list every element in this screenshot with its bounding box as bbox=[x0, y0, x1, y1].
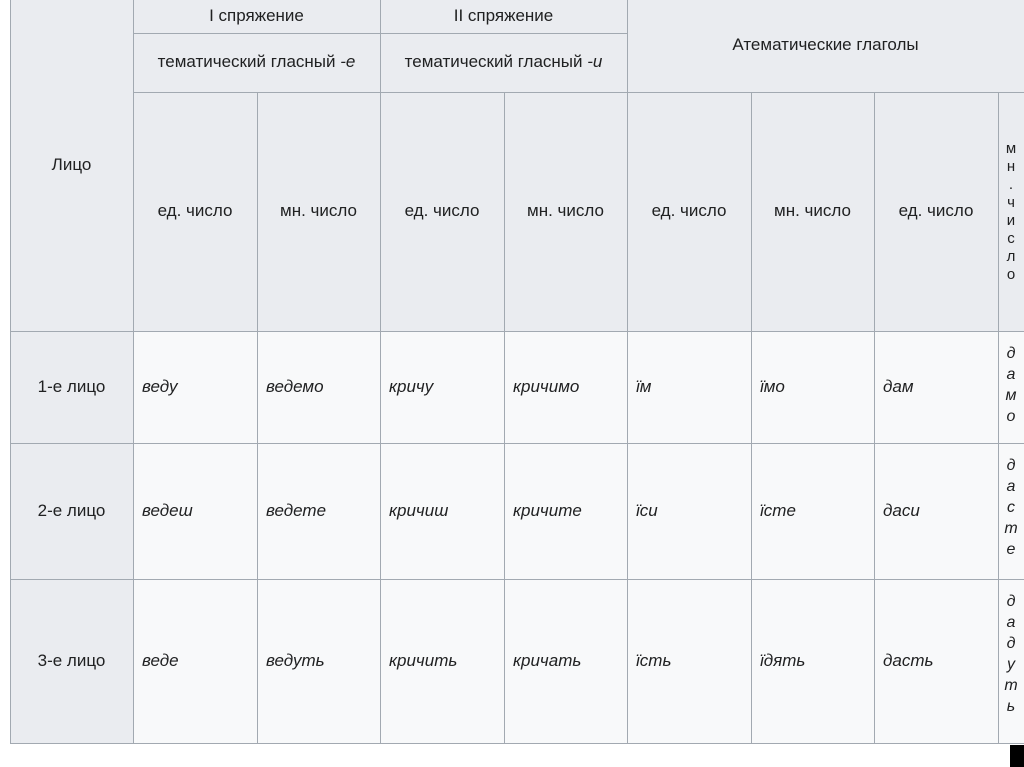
slide-edge-marker bbox=[1010, 745, 1024, 767]
vertical-letter: с bbox=[1007, 499, 1015, 516]
header-sg-1-text: ед. число bbox=[157, 201, 233, 221]
verb-form: їсть bbox=[636, 650, 672, 670]
verb-form: ведуть bbox=[266, 650, 325, 670]
grid-line bbox=[257, 92, 258, 743]
vertical-letter: с bbox=[1007, 229, 1015, 247]
verb-form-cell bbox=[504, 579, 627, 743]
row-person-text: 1-е лицо bbox=[37, 376, 106, 396]
header-person-text: Лицо bbox=[51, 155, 92, 175]
header-conj2-text: II спряжение bbox=[453, 6, 554, 25]
verb-form-cell bbox=[380, 579, 504, 743]
vertical-letter: а bbox=[1006, 614, 1016, 631]
grid-line bbox=[133, 0, 134, 743]
vertical-letter: т bbox=[1004, 520, 1018, 537]
verb-form: їси bbox=[636, 500, 658, 520]
grid-line bbox=[10, 579, 1024, 580]
verb-form-cell bbox=[257, 579, 380, 743]
verb-form-cell bbox=[874, 331, 998, 443]
verb-form: кричите bbox=[513, 500, 582, 520]
verb-form: кричимо bbox=[513, 376, 580, 396]
header-sg-2 bbox=[380, 92, 504, 331]
verb-form-cell bbox=[380, 443, 504, 579]
verb-form: ведемо bbox=[266, 376, 324, 396]
vertical-letter: д bbox=[1006, 635, 1016, 652]
grid-line bbox=[10, 743, 1024, 744]
verb-form-cell bbox=[380, 331, 504, 443]
grid-line bbox=[10, 443, 1024, 444]
header-pl-2-text: мн. число bbox=[527, 201, 604, 221]
verb-form: веду bbox=[142, 376, 178, 396]
header-person bbox=[10, 0, 133, 331]
verb-form: ведеш bbox=[142, 500, 193, 520]
grid-line bbox=[133, 92, 1024, 93]
verb-form: веде bbox=[142, 650, 179, 670]
vertical-letter: о bbox=[1006, 408, 1016, 425]
verb-form-cell bbox=[133, 579, 257, 743]
verb-form-cell bbox=[504, 331, 627, 443]
verb-form: кричить bbox=[389, 650, 458, 670]
grid-line bbox=[133, 33, 627, 34]
vertical-letter: д bbox=[1006, 345, 1016, 362]
grid-line bbox=[504, 92, 505, 743]
header-sg-1 bbox=[133, 92, 257, 331]
verb-form: кричу bbox=[389, 376, 434, 396]
vowel2-letter: -и bbox=[587, 52, 603, 72]
vertical-letter: . bbox=[1008, 175, 1014, 193]
vertical-letter: у bbox=[1007, 656, 1015, 673]
verb-form: дасть bbox=[883, 650, 934, 670]
vowel1-letter: -е bbox=[340, 52, 356, 72]
header-athematic-text: Атематические глаголы bbox=[732, 34, 919, 54]
verb-form: дам bbox=[883, 376, 914, 396]
header-conj1-text: I спряжение bbox=[209, 6, 304, 25]
header-pl-1-text: мн. число bbox=[280, 201, 357, 221]
header-sg-3-text: ед. число bbox=[651, 201, 727, 221]
verb-form-cell bbox=[751, 579, 874, 743]
vertical-letter: о bbox=[1006, 265, 1016, 283]
header-sg-4-text: ед. число bbox=[898, 201, 974, 221]
grid-line bbox=[10, 331, 1024, 332]
header-sg-4 bbox=[874, 92, 998, 331]
grid-line bbox=[998, 92, 999, 743]
grid-line bbox=[627, 0, 628, 743]
header-vowel1-text bbox=[158, 52, 356, 72]
verb-form-cell bbox=[133, 331, 257, 443]
vowel2-prefix: тематический гласный bbox=[404, 52, 588, 72]
verb-form: їм bbox=[636, 376, 652, 396]
header-conj2 bbox=[380, 0, 627, 33]
verb-form-cell bbox=[504, 443, 627, 579]
header-conj1 bbox=[133, 0, 380, 33]
vertical-letter: а bbox=[1006, 366, 1016, 383]
verb-form-cell bbox=[751, 331, 874, 443]
verb-form-vertical bbox=[998, 443, 1024, 579]
verb-form-vertical bbox=[998, 331, 1024, 443]
verb-form-cell bbox=[133, 443, 257, 579]
vertical-letter: д bbox=[1006, 593, 1016, 610]
verb-form-cell bbox=[627, 579, 751, 743]
verb-form-cell bbox=[627, 331, 751, 443]
grid-line bbox=[874, 92, 875, 743]
row-person-text: 3-е лицо bbox=[37, 650, 106, 670]
verb-form-vertical bbox=[998, 579, 1024, 743]
verb-form: ведете bbox=[266, 500, 327, 520]
vertical-letter: н bbox=[1006, 157, 1016, 175]
vertical-letter: м bbox=[1005, 387, 1017, 404]
verb-form: їсте bbox=[760, 500, 796, 520]
row-person-text: 2-е лицо bbox=[37, 500, 106, 520]
row-person bbox=[10, 443, 133, 579]
verb-form-cell bbox=[874, 579, 998, 743]
verb-form-cell bbox=[874, 443, 998, 579]
verb-form: їмо bbox=[760, 376, 785, 396]
vertical-letter: ч bbox=[1007, 193, 1015, 211]
verb-form: їдять bbox=[760, 650, 806, 670]
vertical-letter: л bbox=[1006, 247, 1016, 265]
header-vowel2-text bbox=[405, 52, 603, 72]
header-pl-4-vertical bbox=[998, 92, 1024, 331]
vertical-letter: а bbox=[1006, 478, 1016, 495]
vowel1-prefix: тематический гласный bbox=[157, 52, 341, 72]
row-person bbox=[10, 579, 133, 743]
vertical-letter: е bbox=[1006, 541, 1016, 558]
verb-form: кричиш bbox=[389, 500, 449, 520]
vertical-letter: ь bbox=[1006, 698, 1016, 715]
header-pl-1 bbox=[257, 92, 380, 331]
header-athematic bbox=[627, 0, 1024, 92]
verb-form: кричать bbox=[513, 650, 582, 670]
vertical-letter: и bbox=[1006, 211, 1016, 229]
grid-line bbox=[380, 0, 381, 743]
verb-form-cell bbox=[627, 443, 751, 579]
vertical-letter: м bbox=[1005, 139, 1017, 157]
header-pl-3-text: мн. число bbox=[774, 201, 851, 221]
vertical-letter: т bbox=[1004, 677, 1018, 694]
row-person bbox=[10, 331, 133, 443]
verb-form-cell bbox=[257, 331, 380, 443]
header-vowel2 bbox=[380, 33, 627, 92]
header-pl-2 bbox=[504, 92, 627, 331]
verb-form-cell bbox=[751, 443, 874, 579]
header-sg-3 bbox=[627, 92, 751, 331]
verb-form: даси bbox=[883, 500, 920, 520]
header-vowel1 bbox=[133, 33, 380, 92]
grid-line bbox=[751, 92, 752, 743]
vertical-letter: д bbox=[1006, 457, 1016, 474]
header-sg-2-text: ед. число bbox=[404, 201, 480, 221]
verb-form-cell bbox=[257, 443, 380, 579]
grid-line bbox=[10, 0, 11, 743]
header-pl-3 bbox=[751, 92, 874, 331]
